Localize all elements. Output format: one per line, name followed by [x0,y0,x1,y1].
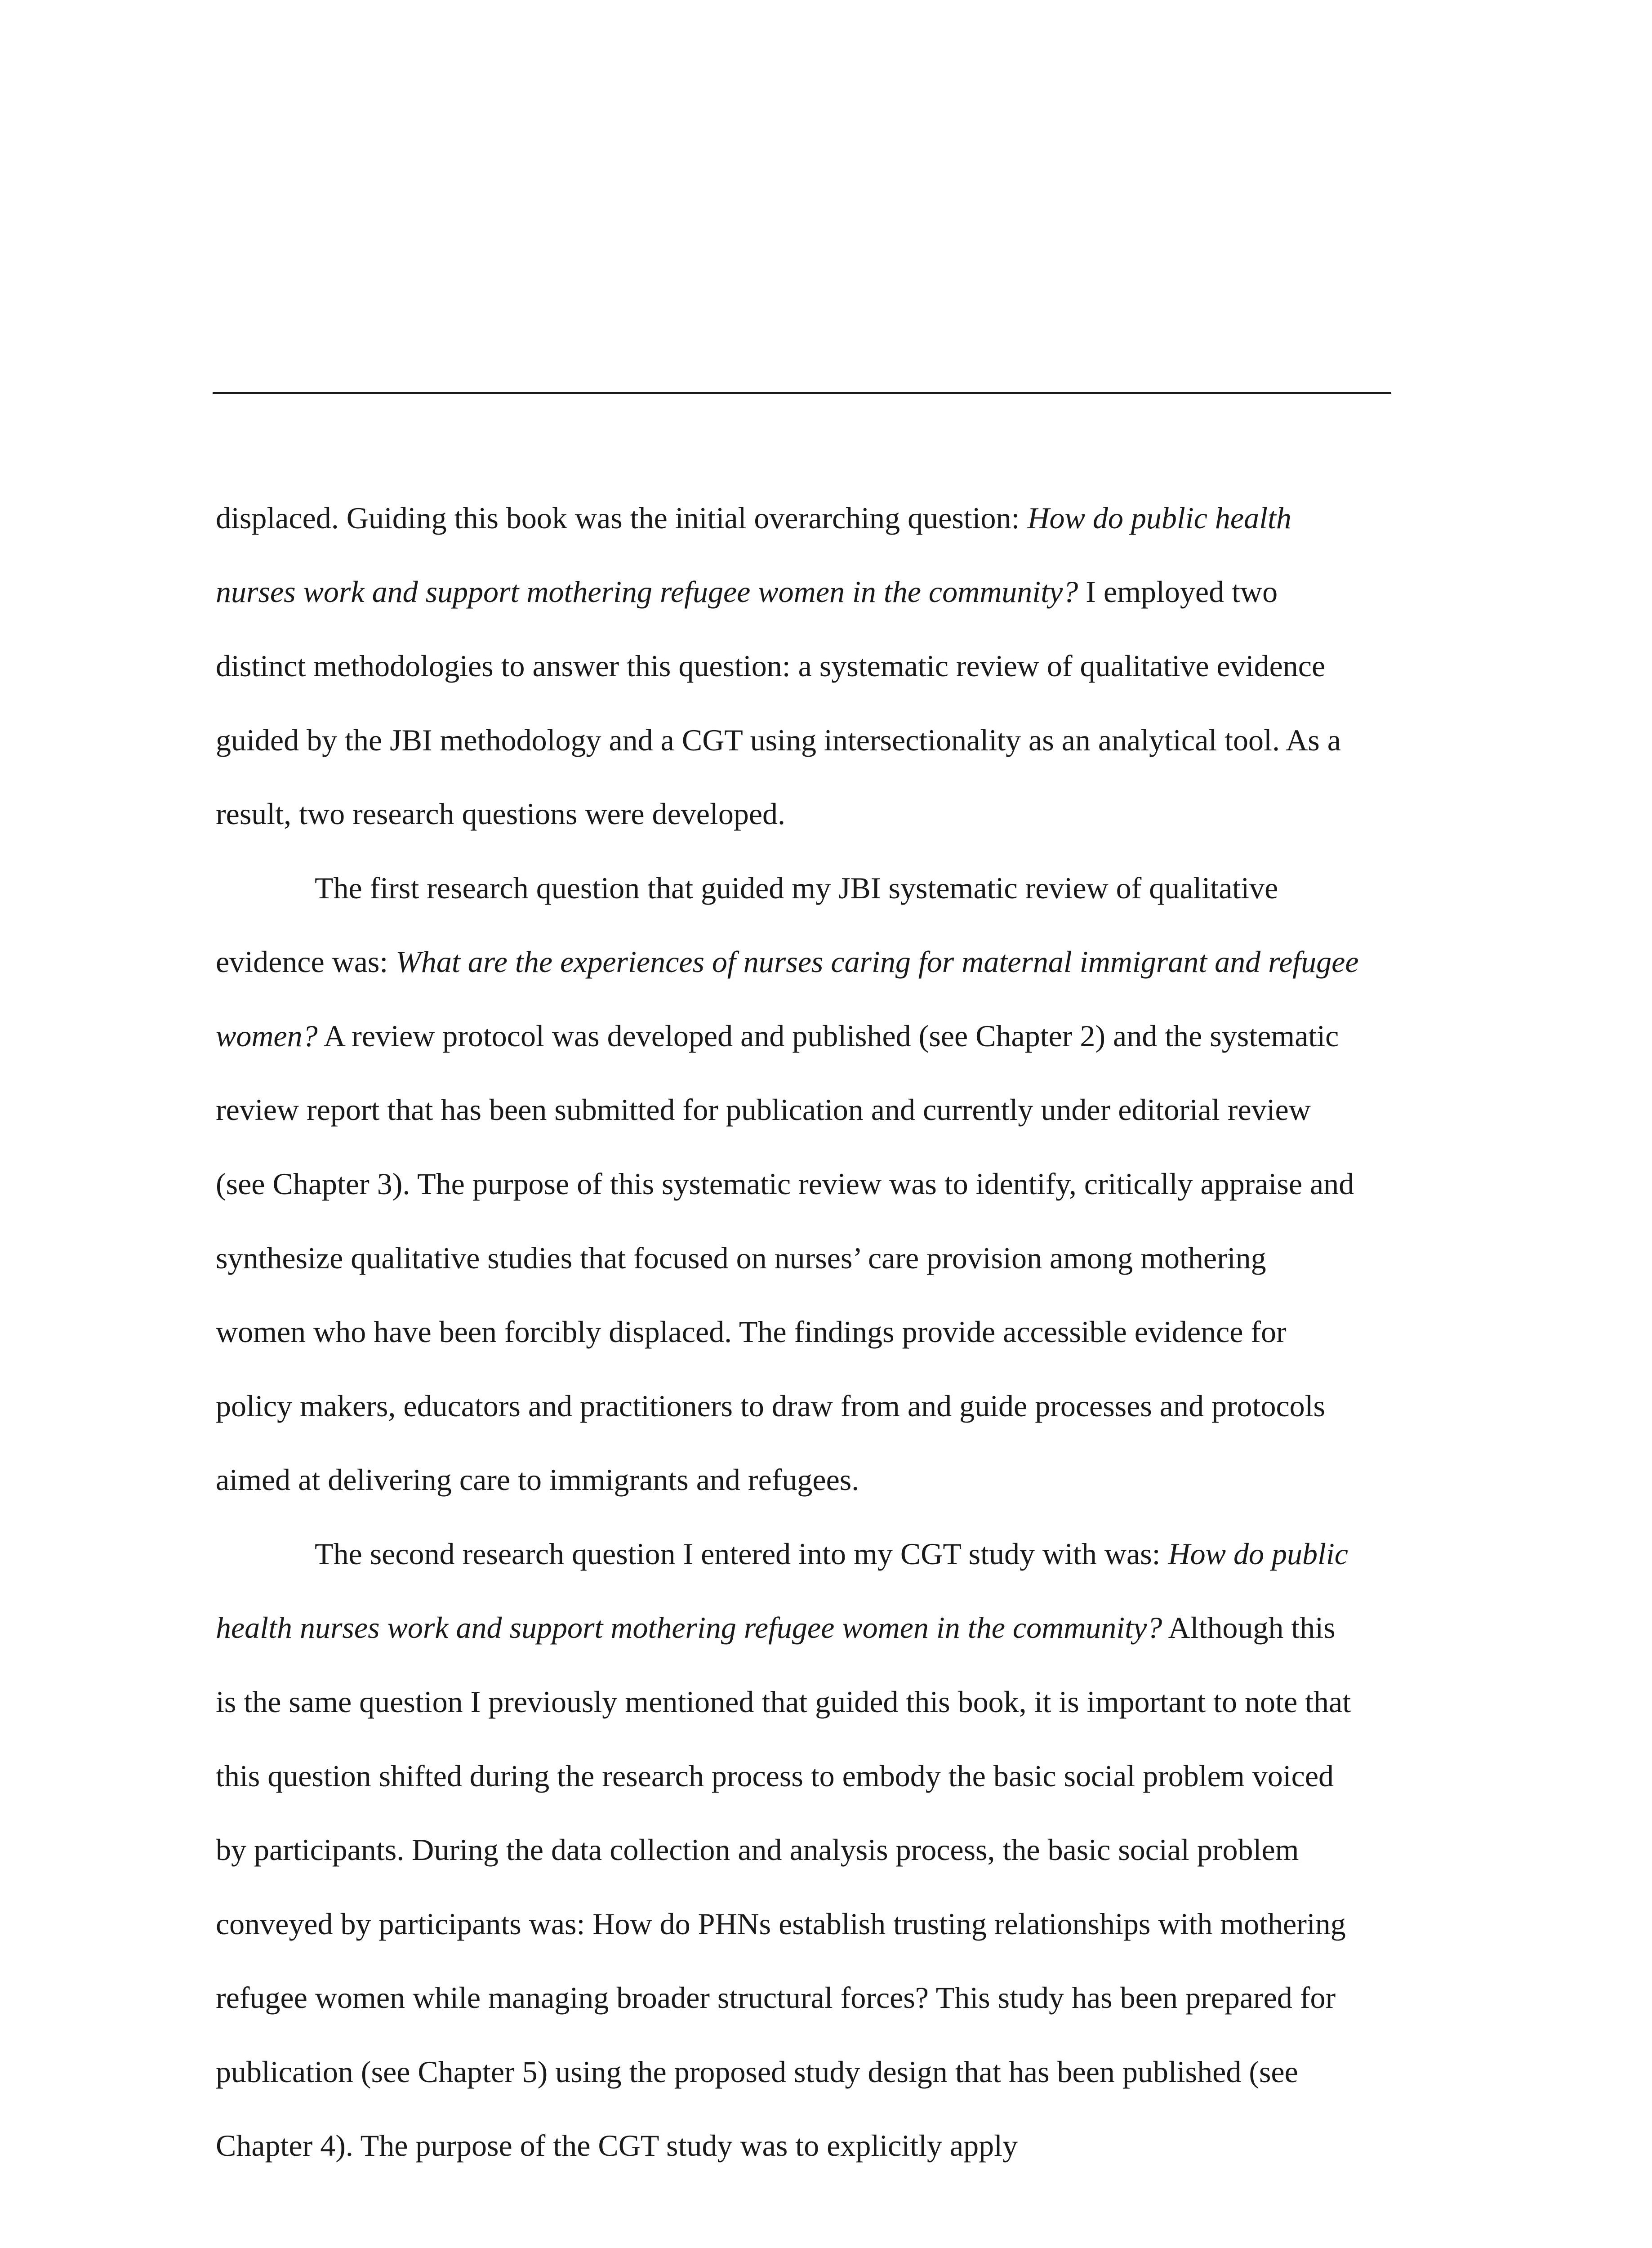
text-line: women who have been forcibly displaced. The findings provide accessible evidence for [216,1315,1287,1349]
text-line: The second research question I entered into my CGT study with was: How do public [315,1537,1348,1571]
text-line: conveyed by participants was: How do PHNs establish trusting relationships with mothering [216,1907,1346,1941]
text-line: is the same question I previously mentioned that guided this book, it is important to note that [216,1685,1351,1719]
text-line: publication (see Chapter 5) using the proposed study design that has been published (see [216,2055,1298,2089]
text-line: policy makers, educators and practitioners to draw from and guide processes and protocols [216,1389,1326,1423]
text-line: The first research question that guided my JBI systematic review of qualitative [315,871,1278,905]
text-line: result, two research questions were developed. [216,797,785,831]
text-line: by participants. During the data collection and analysis process, the basic social problem [216,1833,1299,1867]
text-line: (see Chapter 3). The purpose of this systematic review was to identify, critically appraise and [216,1167,1354,1201]
text-line: nurses work and support mothering refugee women in the community? I employed two [216,575,1278,609]
text-line: guided by the JBI methodology and a CGT using intersectionality as an analytical tool. As a [216,723,1341,757]
text-line: aimed at delivering care to immigrants and refugees. [216,1463,859,1497]
text-line: synthesize qualitative studies that focused on nurses’ care provision among mothering [216,1241,1266,1275]
text-line: evidence was: What are the experiences of nurses caring for maternal immigrant and refugee [216,945,1359,979]
text-line: refugee women while managing broader structural forces? This study has been prepared for [216,1980,1336,2015]
header-rule [213,392,1391,394]
text-line: displaced. Guiding this book was the initial overarching question: How do public health [216,501,1291,535]
text-line: distinct methodologies to answer this question: a systematic review of qualitative evidence [216,649,1326,683]
text-line: this question shifted during the research process to embody the basic social problem voiced [216,1759,1334,1793]
text-line: Chapter 4). The purpose of the CGT study was to explicitly apply [216,2128,1018,2163]
text-line: health nurses work and support mothering refugee women in the community? Although this [216,1610,1336,1645]
text-line: women? A review protocol was developed and published (see Chapter 2) and the systematic [216,1019,1339,1053]
text-line: review report that has been submitted for publication and currently under editorial review [216,1093,1311,1127]
